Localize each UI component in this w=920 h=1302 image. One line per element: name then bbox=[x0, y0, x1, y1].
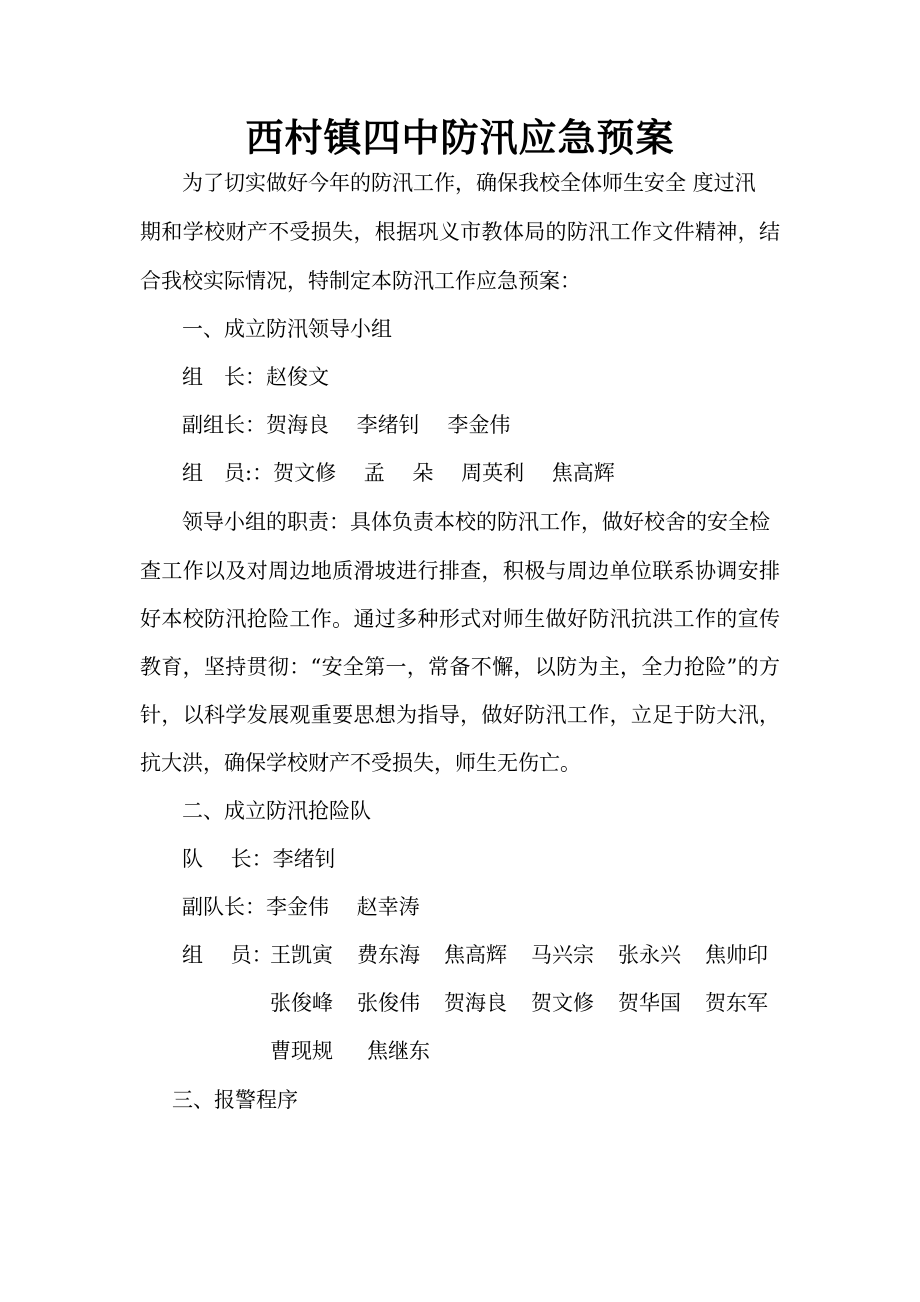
member-name: 焦高辉 bbox=[444, 943, 507, 967]
member-name: 贺东军 bbox=[705, 991, 768, 1015]
intro-line-1: 为了切实做好今年的防汛工作，确保我校全体师生安全 度过汛 bbox=[182, 171, 756, 195]
intro-line-2: 期和学校财产不受损失，根据巩义市教体局的防汛工作文件精神，结 bbox=[140, 220, 780, 244]
section1-heading: 一、成立防汛领导小组 bbox=[182, 317, 392, 341]
member-name: 贺海良 bbox=[444, 991, 507, 1015]
section3-heading: 三、报警程序 bbox=[172, 1088, 298, 1112]
section2-leader: 队 长：李绪钊 bbox=[182, 847, 336, 871]
member-name: 焦继东 bbox=[367, 1039, 430, 1063]
member-name: 曹现规 bbox=[270, 1039, 333, 1063]
member-name: 张俊峰 bbox=[270, 991, 333, 1015]
members-row-3 bbox=[270, 1036, 430, 1066]
member-name: 张永兴 bbox=[618, 943, 681, 967]
members-row-1 bbox=[270, 940, 768, 970]
member-name: 焦帅印 bbox=[705, 943, 768, 967]
section1-members: 组 员:：贺文修 孟 朵 周英利 焦高辉 bbox=[182, 461, 615, 485]
duty-line-6: 抗大洪，确保学校财产不受损失，师生无伤亡。 bbox=[140, 751, 581, 775]
duty-line-4: 教育，坚持贯彻：“安全第一，常备不懈，以防为主，全力抢险”的方 bbox=[140, 655, 780, 679]
document-title: 西村镇四中防汛应急预案 bbox=[245, 115, 675, 160]
duty-line-5: 针，以科学发展观重要思想为指导，做好防汛工作，立足于防大汛， bbox=[140, 703, 780, 727]
section2-deputy: 副队长：李金伟 赵幸涛 bbox=[182, 895, 420, 919]
duty-line-1: 领导小组的职责：具体负责本校的防汛工作，做好校舍的安全检 bbox=[182, 510, 770, 534]
intro-line-3: 合我校实际情况，特制定本防汛工作应急预案： bbox=[140, 269, 581, 293]
member-name: 马兴宗 bbox=[531, 943, 594, 967]
member-name: 费东海 bbox=[357, 943, 420, 967]
section2-members-label: 组 员： bbox=[182, 943, 273, 967]
member-name: 贺华国 bbox=[618, 991, 681, 1015]
member-name: 张俊伟 bbox=[357, 991, 420, 1015]
section1-leader: 组 长：赵俊文 bbox=[182, 365, 329, 389]
section2-heading: 二、成立防汛抢险队 bbox=[182, 799, 371, 823]
duty-line-2: 查工作以及对周边地质滑坡进行排查，积极与周边单位联系协调安排 bbox=[140, 559, 780, 583]
members-row-2 bbox=[270, 988, 768, 1018]
duty-line-3: 好本校防汛抢险工作。通过多种形式对师生做好防汛抗洪工作的宣传 bbox=[140, 607, 780, 631]
member-name: 王凯寅 bbox=[270, 943, 333, 967]
section1-deputy: 副组长：贺海良 李绪钊 李金伟 bbox=[182, 413, 511, 437]
member-name: 贺文修 bbox=[531, 991, 594, 1015]
